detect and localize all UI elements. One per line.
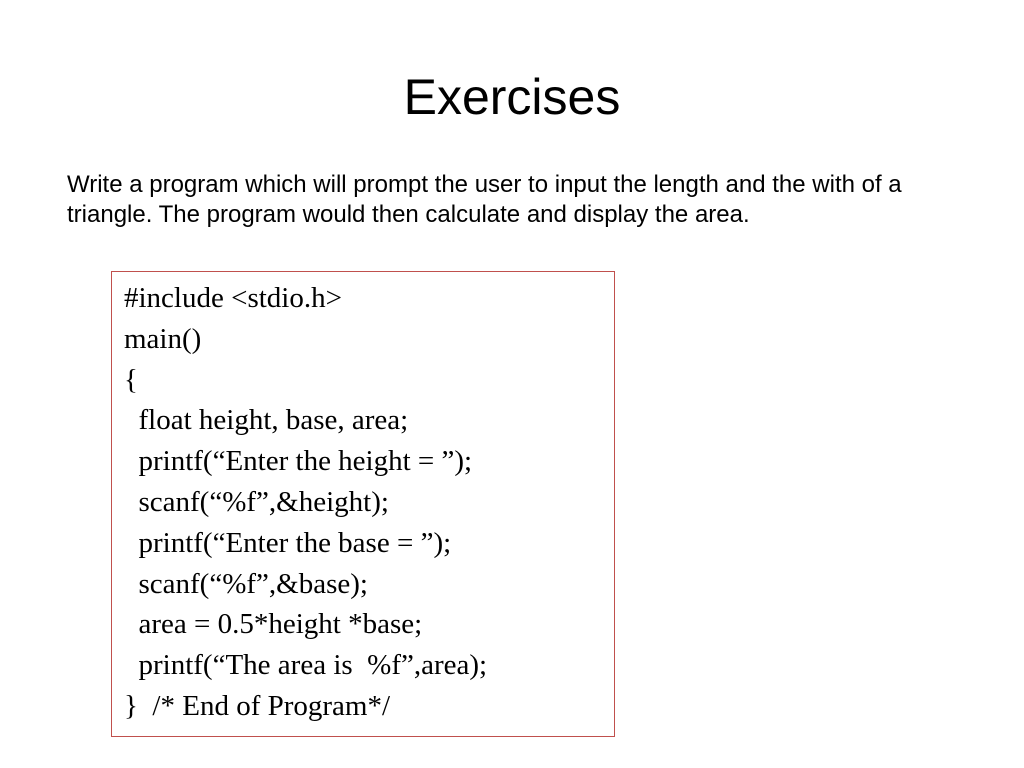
code-listing [124,278,487,727]
code-box [111,271,615,737]
code-line: scanf(“%f”,&base); [124,567,368,600]
code-line: main() [124,322,202,355]
code-line: printf(“Enter the height = ”); [124,445,473,478]
slide-title: Exercises [403,69,621,125]
code-line: printf(“The area is %f”,area); [124,649,488,682]
exercise-description: Write a program which will prompt the user to input the length and the with of a triangle. The program would then calculate and display the area. [67,171,902,228]
code-line: float height, base, area; [124,404,409,437]
code-line: { [124,363,138,396]
code-line: area = 0.5*height *base; [124,608,423,641]
code-line: scanf(“%f”,&height); [124,485,389,518]
code-line: #include <stdio.h> [124,282,342,314]
code-line: } /* End of Program*/ [124,689,391,722]
code-line: printf(“Enter the base = ”); [124,526,452,559]
